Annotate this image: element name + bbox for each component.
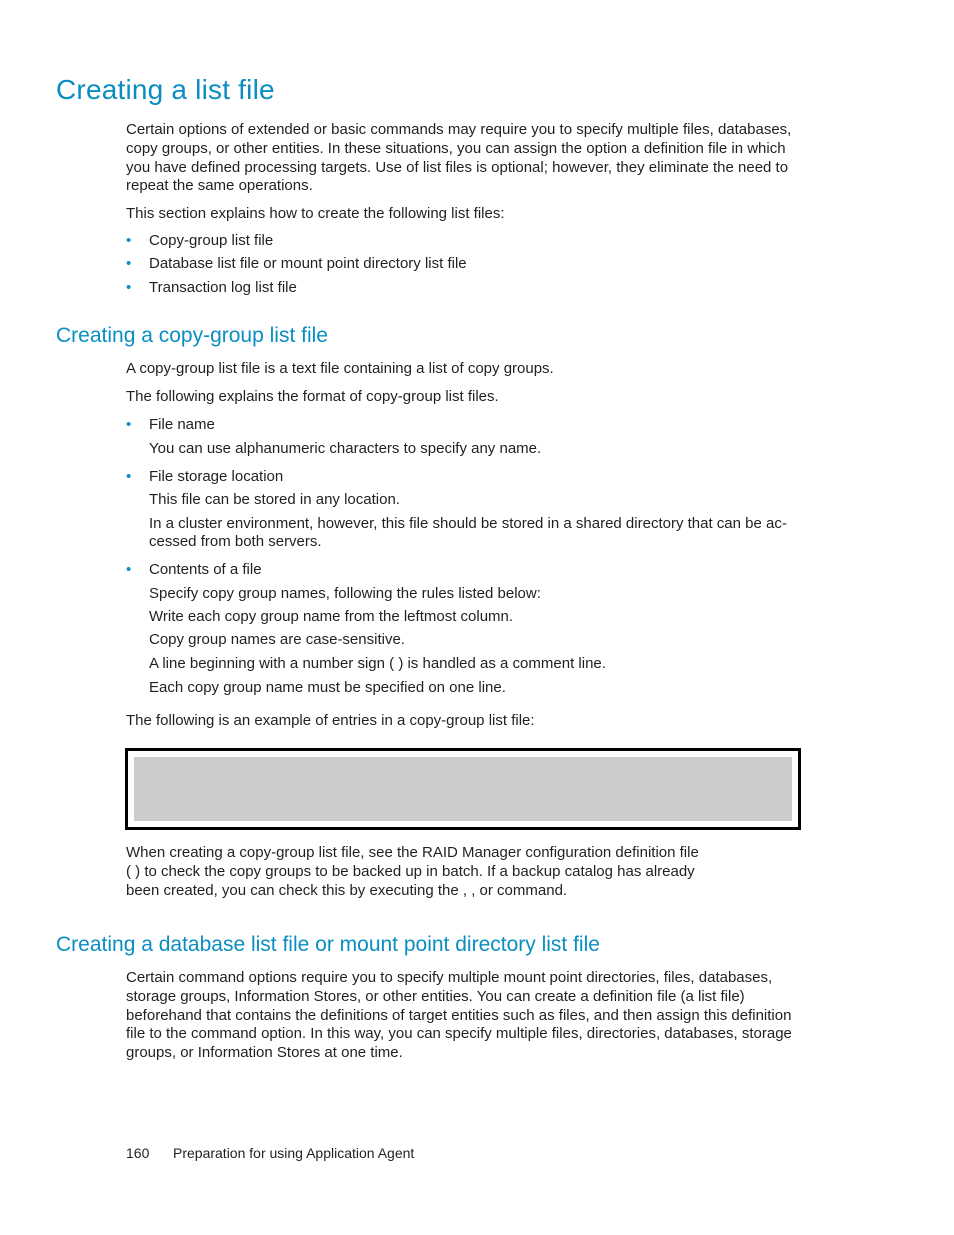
section-heading-database-list: Creating a database list file or mount point directory list file xyxy=(56,933,600,956)
bullet-icon: • xyxy=(126,561,132,578)
list-item-label: File storage location xyxy=(149,468,284,485)
section-paragraph: been created, you can check this by executing the , , or command. xyxy=(126,882,568,899)
section-paragraph: A copy-group list file is a text file containing a list of copy groups. xyxy=(126,360,554,377)
section-heading-copy-group: Creating a copy-group list file xyxy=(56,324,328,347)
list-item-text: Write each copy group name from the leftmost column. xyxy=(149,608,514,625)
list-item-text: cessed from both servers. xyxy=(149,533,322,550)
bullet-icon: • xyxy=(126,255,132,272)
list-item-text: Copy group names are case-sensitive. xyxy=(149,631,405,648)
example-code-box xyxy=(125,748,801,830)
chapter-title: Preparation for using Application Agent xyxy=(173,1145,415,1161)
list-item-text: Each copy group name must be specified on one line. xyxy=(149,679,506,696)
list-item-text: A line beginning with a number sign ( ) is handled as a comment line. xyxy=(149,655,606,672)
example-intro: The following is an example of entries in a copy-group list file: xyxy=(126,712,535,729)
bullet-icon: • xyxy=(126,279,132,296)
section-paragraph: ( ) to check the copy groups to be backed up in batch. If a backup catalog has already xyxy=(126,863,695,880)
page-number: 160 xyxy=(126,1145,150,1161)
list-item: Transaction log list file xyxy=(149,279,297,296)
bullet-icon: • xyxy=(126,468,132,485)
intro-paragraph: Certain options of extended or basic commands may require you to specify multiple files, databases, copy groups, or other entities. In these situations, you can assign the option a definition file in which you have defined processing targets. Use of list files is optional; however, they eliminate the need to repeat the same operations. xyxy=(126,121,792,195)
list-item-text: Specify copy group names, following the rules listed below: xyxy=(149,585,541,602)
section-paragraph: The following explains the format of copy-group list files. xyxy=(126,388,499,405)
list-item-label: Contents of a file xyxy=(149,561,262,578)
list-item-text: This file can be stored in any location. xyxy=(149,491,400,508)
list-item: Database list file or mount point directory list file xyxy=(149,255,467,272)
bullet-icon: • xyxy=(126,232,132,249)
intro-paragraph-2: This section explains how to create the following list files: xyxy=(126,205,505,222)
list-item-text: You can use alphanumeric characters to specify any name. xyxy=(149,440,542,457)
page-title: Creating a list file xyxy=(56,74,275,105)
example-code-area xyxy=(134,757,792,821)
bullet-icon: • xyxy=(126,416,132,433)
list-item-text: In a cluster environment, however, this file should be stored in a shared directory that can be ac- xyxy=(149,515,787,532)
list-item: Copy-group list file xyxy=(149,232,274,249)
section-paragraph: Certain command options require you to specify multiple mount point directories, files, databases, storage groups, Information Stores, or other entities. You can create a definition file (a list file) beforehand that contains the definitions of target entities such as files, and then assign this definition file to the command option. In this way, you can specify multiple files, directories, databases, storage groups, or Information Stores at one time. xyxy=(126,969,792,1062)
list-item-label: File name xyxy=(149,416,215,433)
section-paragraph: When creating a copy-group list file, see the RAID Manager configuration definition file xyxy=(126,844,699,861)
